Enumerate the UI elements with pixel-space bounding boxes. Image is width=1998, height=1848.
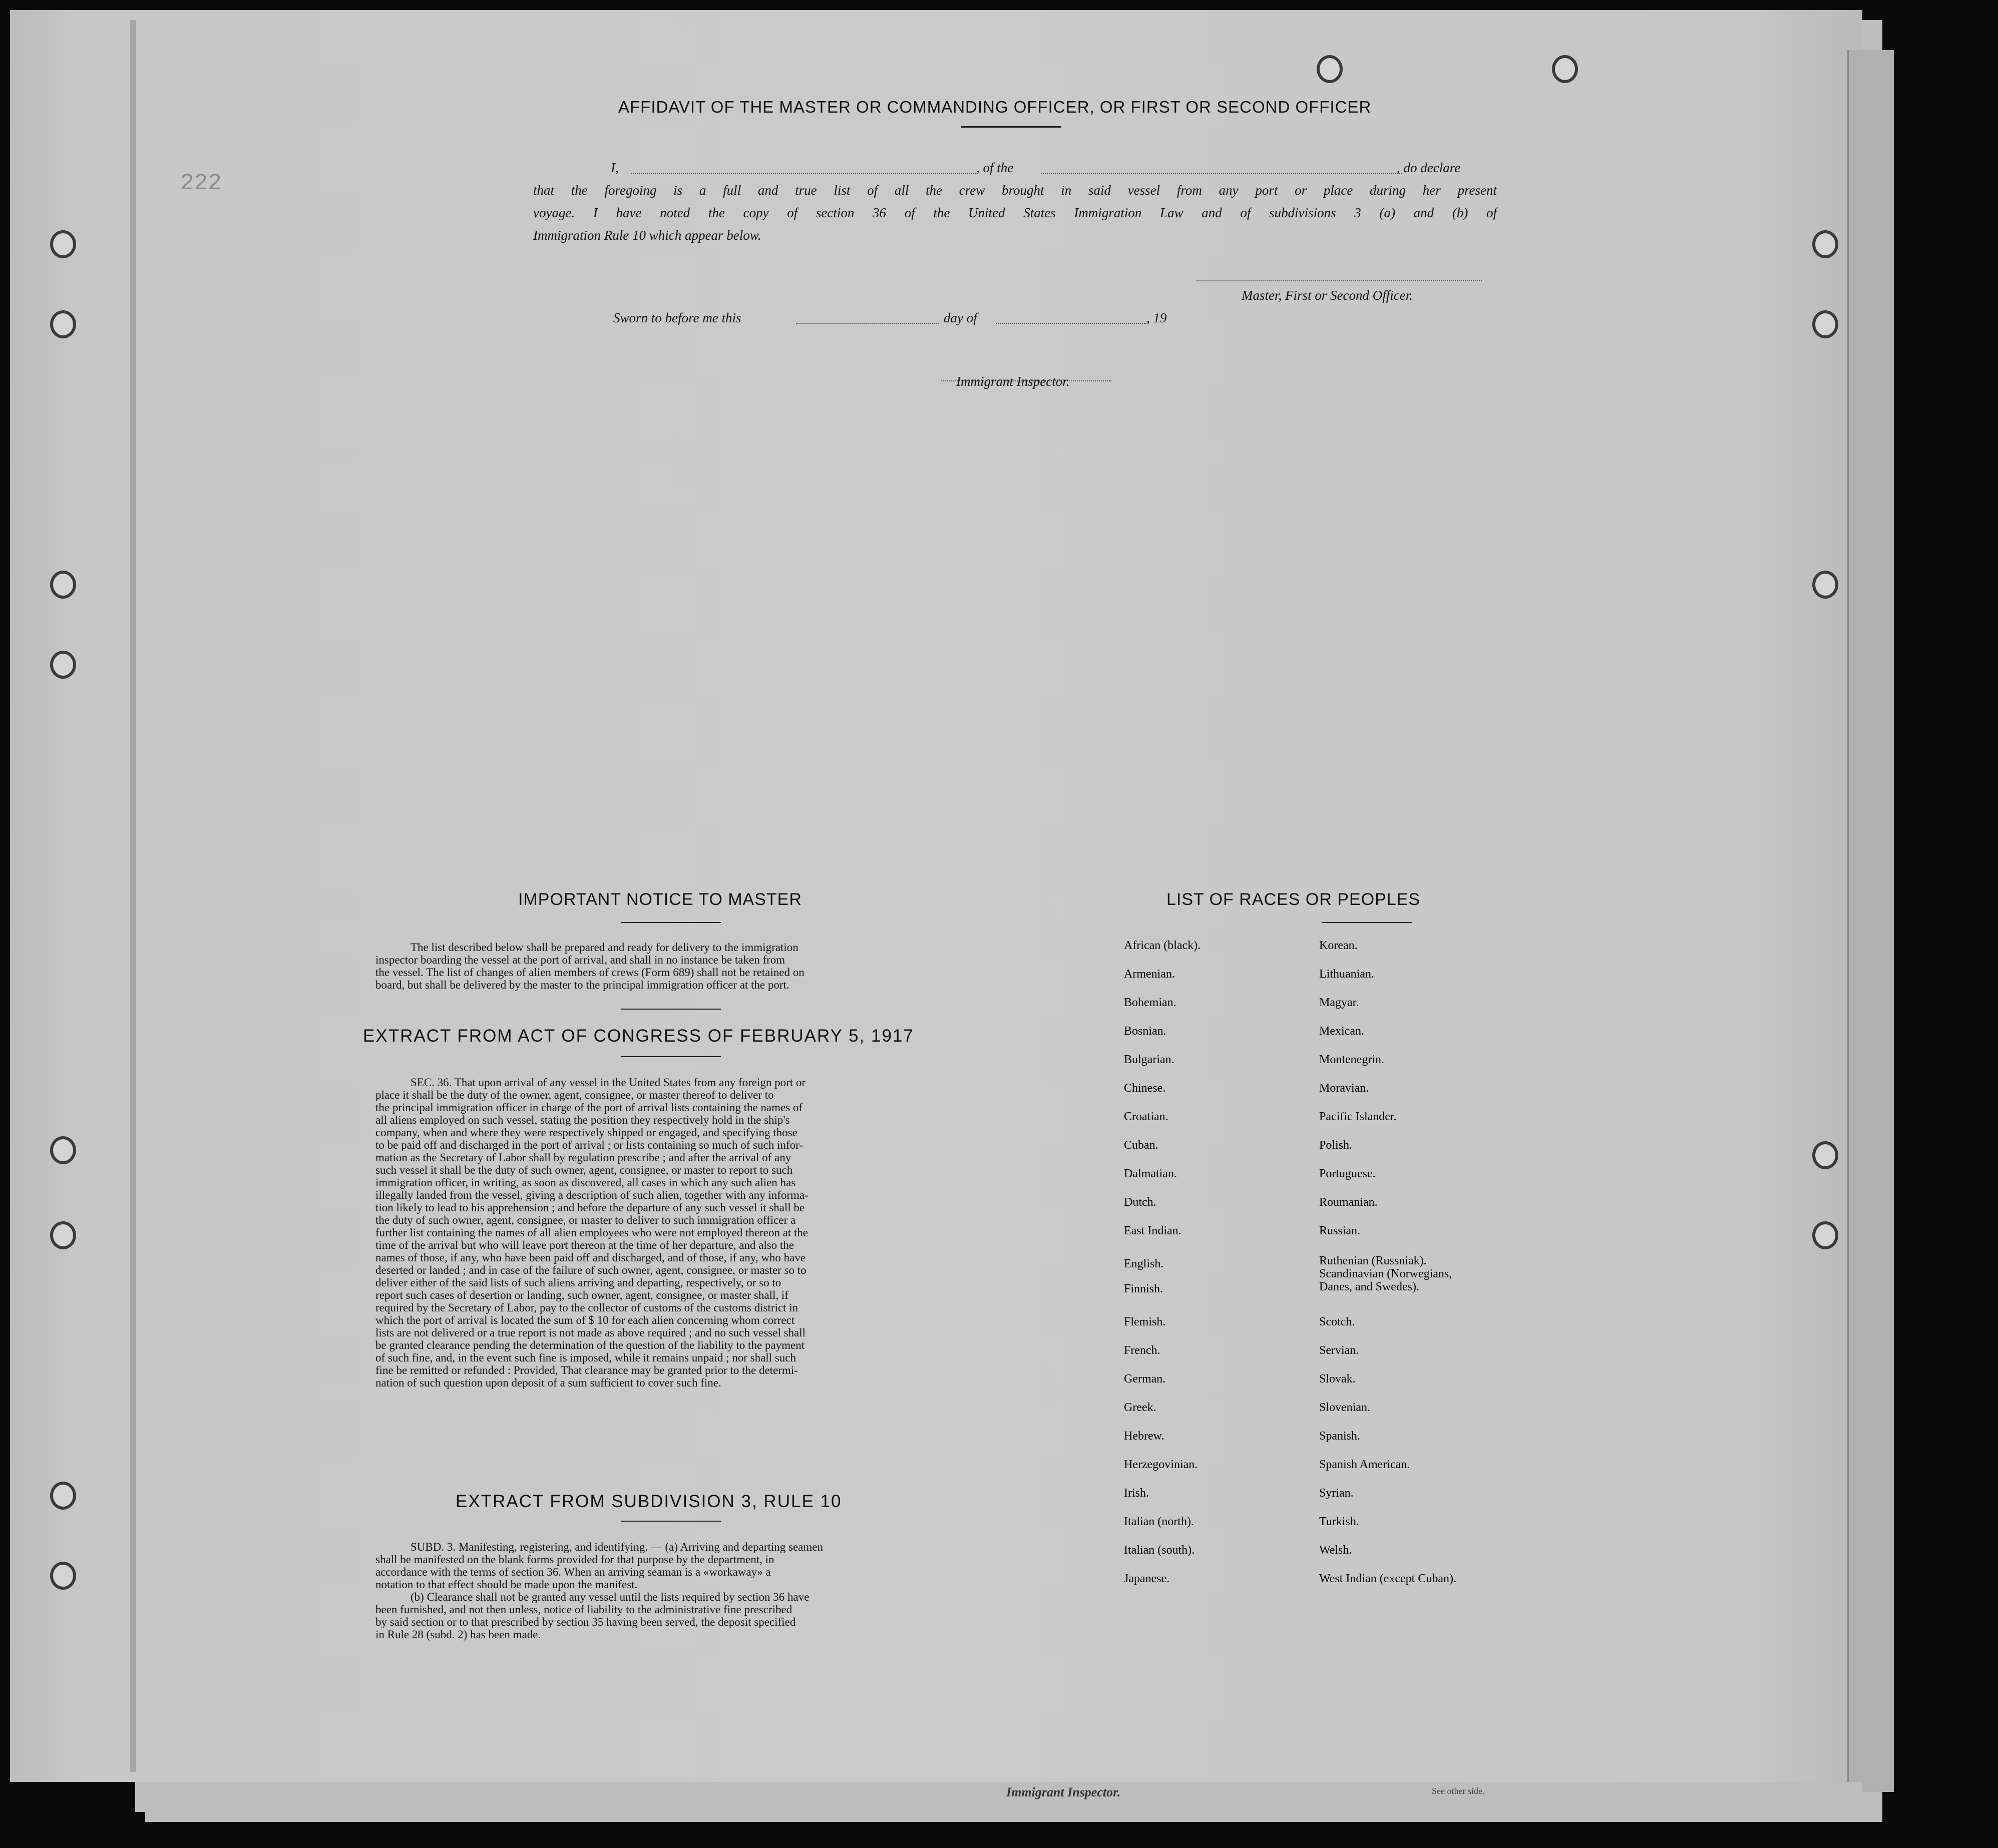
race-item: African (black). xyxy=(1124,939,1201,952)
act-line: such vessel it shall be the duty of such owner, agent, consignee, or master to report to such xyxy=(375,1164,793,1176)
race-item: Croatian. xyxy=(1124,1110,1168,1123)
punch-hole-icon xyxy=(50,1136,76,1164)
year-label: , 19 xyxy=(1146,310,1167,325)
affidavit-i-label: I, xyxy=(611,160,619,175)
race-item: Cuban. xyxy=(1124,1139,1158,1152)
punch-hole-icon xyxy=(50,1482,76,1510)
punch-hole-icon xyxy=(1812,1141,1838,1169)
race-item: Turkish. xyxy=(1319,1515,1359,1528)
race-item: Slovenian. xyxy=(1319,1401,1370,1414)
notice-title-underline xyxy=(621,922,721,923)
race-item: Ruthenian (Russniak). xyxy=(1319,1254,1427,1267)
rule-line: in Rule 28 (subd. 2) has been made. xyxy=(375,1628,541,1641)
race-item: Bohemian. xyxy=(1124,996,1176,1009)
race-item: Flemish. xyxy=(1124,1315,1166,1328)
sworn-day-blank xyxy=(796,323,939,324)
act-line: immigration officer, in writing, as soon as discovered, all cases in which any such alien has xyxy=(375,1176,796,1189)
punch-hole-icon xyxy=(1317,55,1343,83)
act-line: the principal immigration officer in charge of the port of arrival lists containing the names of xyxy=(375,1101,803,1114)
race-item: East Indian. xyxy=(1124,1224,1181,1237)
race-item: West Indian (except Cuban). xyxy=(1319,1572,1456,1585)
race-item: Scotch. xyxy=(1319,1315,1355,1328)
affidavit-of-the-label: , of the xyxy=(976,160,1014,175)
race-item: Lithuanian. xyxy=(1319,968,1374,981)
punch-hole-icon xyxy=(50,571,76,599)
race-item: Finnish. xyxy=(1124,1282,1163,1295)
punch-hole-icon xyxy=(50,1221,76,1249)
extract-act-text xyxy=(375,1076,964,1389)
race-item: Moravian. xyxy=(1319,1082,1369,1095)
underlying-sheet-edge xyxy=(1847,50,1894,1792)
punch-hole-icon xyxy=(1552,55,1578,83)
punch-hole-icon xyxy=(50,651,76,679)
races-title: LIST OF RACES OR PEOPLES xyxy=(1166,890,1421,909)
race-item: Mexican. xyxy=(1319,1025,1364,1038)
rule-line: (b) Clearance shall not be granted any vessel until the lists required by section 36 have xyxy=(411,1591,810,1603)
act-line: company, when and where they were respectively shipped or engaged, and specifying those xyxy=(375,1126,797,1139)
bleed-inspector-label: Immigrant Inspector. xyxy=(1006,1785,1121,1799)
race-item: German. xyxy=(1124,1372,1166,1385)
rule-line: been furnished, and not then unless, notice of liability to the administrative fine prescribed xyxy=(375,1603,792,1616)
bleed-see-other-side: See other side. xyxy=(1432,1786,1485,1796)
affidavit-line-1: that the foregoing is a full and true list of all the crew brought in said vessel from any port or place during her present xyxy=(533,183,1497,198)
race-item: Bulgarian. xyxy=(1124,1053,1174,1066)
signature-label: Master, First or Second Officer. xyxy=(1242,288,1413,303)
race-item: Roumanian. xyxy=(1319,1196,1378,1209)
affidavit-declare-label: , do declare xyxy=(1397,160,1461,175)
rule-line: SUBD. 3. Manifesting, registering, and identifying. — (a) Arriving and departing seamen xyxy=(411,1541,823,1553)
punch-hole-icon xyxy=(50,230,76,258)
affidavit-title: AFFIDAVIT OF THE MASTER OR COMMANDING OFFICER, OR FIRST OR SECOND OFFICER xyxy=(618,98,1372,116)
race-item: Spanish American. xyxy=(1319,1458,1410,1471)
race-item: Scandinavian (Norwegians, xyxy=(1319,1267,1452,1280)
race-item: Syrian. xyxy=(1319,1487,1354,1500)
race-item: Italian (north). xyxy=(1124,1515,1194,1528)
act-line: required by the Secretary of Labor, pay to the collector of customs of the customs district in xyxy=(375,1301,798,1314)
extract-act-title: EXTRACT FROM ACT OF CONGRESS OF FEBRUARY 5, 1917 xyxy=(363,1026,914,1046)
race-item: Korean. xyxy=(1319,939,1358,952)
race-item: Pacific Islander. xyxy=(1319,1110,1397,1123)
act-line: further list containing the names of all alien employees who were not employed thereon at the xyxy=(375,1226,809,1239)
race-item: Irish. xyxy=(1124,1487,1149,1500)
title-underline xyxy=(961,126,1061,128)
race-item: Slovak. xyxy=(1319,1372,1356,1385)
act-line: the duty of such owner, agent, consignee, or master to deliver to such immigration officer a xyxy=(375,1214,796,1226)
race-item: Portuguese. xyxy=(1319,1167,1376,1180)
rule-line: shall be manifested on the blank forms provided for that purpose by the department, in xyxy=(375,1553,774,1566)
vessel-blank xyxy=(1041,173,1402,174)
act-line: fine be remitted or refunded : Provided, That clearance may be granted prior to the determi- xyxy=(375,1364,798,1376)
punch-hole-icon xyxy=(1812,1221,1838,1249)
notice-line: the vessel. The list of changes of alien members of crews (Form 689) shall not be retained on xyxy=(375,966,805,979)
page-fold-edge xyxy=(130,20,136,1772)
race-item: Magyar. xyxy=(1319,996,1359,1009)
act-line: nation of such question upon deposit of a sum sufficient to cover such fine. xyxy=(375,1376,721,1389)
inspector-label: Immigrant Inspector. xyxy=(956,374,1070,389)
signature-blank xyxy=(1196,280,1482,281)
act-line: deliver either of the said lists of such aliens arriving and departing, respectively, or so to xyxy=(375,1276,781,1289)
race-item: Servian. xyxy=(1319,1344,1359,1357)
month-blank xyxy=(996,323,1146,324)
notice-line: board, but shall be delivered by the master to the principal immigration officer at the port. xyxy=(375,979,789,991)
race-item: Russian. xyxy=(1319,1224,1361,1237)
punch-hole-icon xyxy=(50,310,76,338)
bottom-underlying-strip xyxy=(135,1782,1862,1812)
act-line: deserted or landed ; and in case of the failure of such owner, agent, consignee, or master so to xyxy=(375,1264,807,1276)
bleed-number: 222 xyxy=(180,170,222,196)
act-line: lists are not delivered or a true report is not made as above required ; and no such vessel shall xyxy=(375,1326,806,1339)
act-line: tion likely to lead to his apprehension ; and before the departure of any such vessel it shall be xyxy=(375,1201,805,1214)
extract-act-underline xyxy=(621,1056,721,1057)
punch-hole-icon xyxy=(1812,310,1838,338)
race-item: Polish. xyxy=(1319,1139,1353,1152)
rule-line: by said section or to that prescribed by section 35 having been served, the deposit specified xyxy=(375,1616,796,1628)
notice-line: inspector boarding the vessel at the port of arrival, and shall in no instance be taken from xyxy=(375,954,785,966)
race-item: Dutch. xyxy=(1124,1196,1156,1209)
affidavit-line-2: voyage. I have noted the copy of section 36 of the United States Immigration Law and of subdivisions 3 (a) and (b) of xyxy=(533,205,1497,220)
extract-rule-underline xyxy=(621,1521,721,1522)
race-item: French. xyxy=(1124,1344,1160,1357)
name-blank xyxy=(631,173,976,174)
punch-hole-icon xyxy=(1812,230,1838,258)
sworn-label: Sworn to before me this xyxy=(613,310,741,325)
day-of-label: day of xyxy=(944,310,977,325)
races-title-underline xyxy=(1322,922,1412,923)
act-line: of such fine, and, in the event such fine is imposed, while it remains unpaid ; nor shall such xyxy=(375,1351,796,1364)
race-item: Hebrew. xyxy=(1124,1430,1164,1443)
act-line: time of the arrival but who will leave port thereon at the time of her departure, and also the xyxy=(375,1239,794,1251)
race-item: Welsh. xyxy=(1319,1544,1352,1557)
race-item: Spanish. xyxy=(1319,1430,1361,1443)
act-line: report such cases of desertion or landing, such owner, agent, consignee, or master shall, if xyxy=(375,1289,788,1301)
race-item: Italian (south). xyxy=(1124,1544,1195,1557)
act-line: SEC. 36. That upon arrival of any vessel in the United States from any foreign port or xyxy=(411,1076,806,1089)
race-item: Greek. xyxy=(1124,1401,1156,1414)
act-line: illegally landed from the vessel, giving a description of such alien, together with any informa- xyxy=(375,1189,809,1201)
race-item: Armenian. xyxy=(1124,968,1175,981)
extract-rule-title: EXTRACT FROM SUBDIVISION 3, RULE 10 xyxy=(456,1492,842,1511)
race-item: English. xyxy=(1124,1257,1164,1270)
act-line: mation as the Secretary of Labor shall by regulation prescribe ; and after the arrival of any xyxy=(375,1151,791,1164)
notice-divider xyxy=(621,1009,721,1010)
extract-rule-text xyxy=(375,1541,964,1641)
act-line: be granted clearance pending the determination of the question of the liability to the payment xyxy=(375,1339,805,1351)
race-item: Herzegovinian. xyxy=(1124,1458,1198,1471)
act-line: names of those, if any, who have been paid off and discharged, and of those, if any, who have xyxy=(375,1251,806,1264)
act-line: place it shall be the duty of the owner, agent, consignee, or master thereof to deliver to xyxy=(375,1089,774,1101)
punch-hole-icon xyxy=(50,1562,76,1590)
notice-title: IMPORTANT NOTICE TO MASTER xyxy=(518,890,802,909)
rule-line: notation to that effect should be made upon the manifest. xyxy=(375,1578,638,1591)
race-item: Dalmatian. xyxy=(1124,1167,1177,1180)
notice-line: The list described below shall be prepared and ready for delivery to the immigration xyxy=(411,941,798,954)
notice-text xyxy=(375,941,964,991)
document-page xyxy=(10,10,1862,1782)
act-line: to be paid off and discharged in the port of arrival ; or lists containing so much of such infor- xyxy=(375,1139,803,1151)
affidavit-line-3: Immigration Rule 10 which appear below. xyxy=(533,228,761,243)
rule-line: accordance with the terms of section 36. When an arriving seaman is a «workaway» a xyxy=(375,1566,771,1578)
punch-hole-icon xyxy=(1812,571,1838,599)
race-item: Chinese. xyxy=(1124,1082,1166,1095)
race-item: Japanese. xyxy=(1124,1572,1170,1585)
race-item: Montenegrin. xyxy=(1319,1053,1384,1066)
race-item: Danes, and Swedes). xyxy=(1319,1280,1419,1293)
race-item: Bosnian. xyxy=(1124,1025,1166,1038)
act-line: all aliens employed on such vessel, stating the position they respectively hold in the ship's xyxy=(375,1114,790,1126)
act-line: which the port of arrival is located the sum of $ 10 for each alien concerning whom correct xyxy=(375,1314,795,1326)
